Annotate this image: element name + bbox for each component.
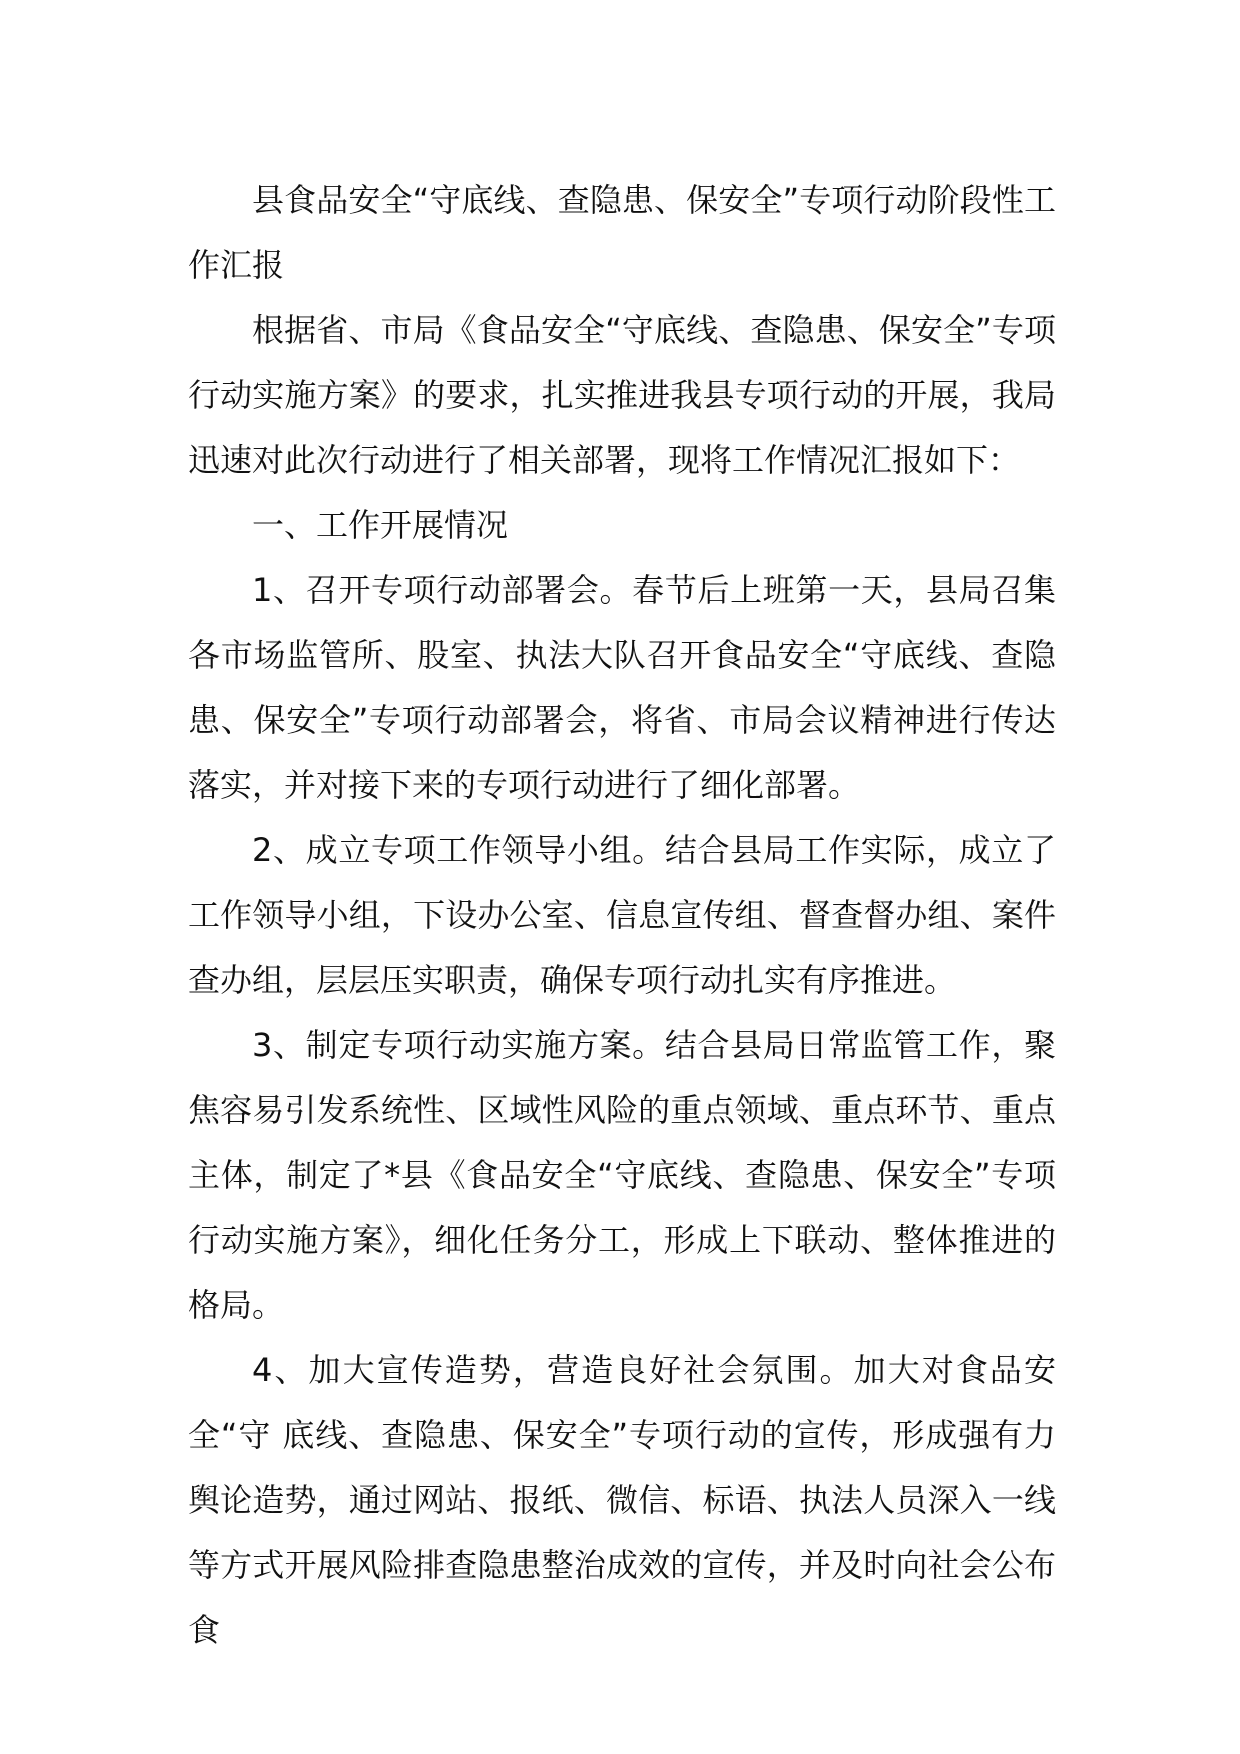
document-title: 县食品安全“守底线、查隐患、保安全”专项行动阶段性工作汇报 <box>188 181 1056 284</box>
paragraph-item-2: 2、成立专项工作领导小组。结合县局工作实际，成立了工作领导小组，下设办公室、信息宣传组、督查督办组、案件查办组，层层压实职责，确保专项行动扎实有序推进。 <box>188 831 1056 999</box>
section-heading: 一、工作开展情况 <box>252 506 509 544</box>
paragraph-item-1: 1、召开专项行动部署会。春节后上班第一天，县局召集各市场监管所、股室、执法大队召开食品安全“守底线、查隐患、保安全”专项行动部署会，将省、市局会议精神进行传达落实，并对接下来的专项行动进行了细化部署。 <box>188 571 1056 804</box>
paragraph-item-3: 3、制定专项行动实施方案。结合县局日常监管工作，聚焦容易引发系统性、区域性风险的重点领域、重点环节、重点主体，制定了*县《食品安全“守底线、查隐患、保安全”专项行动实施方案》，细化任务分工，形成上下联动、整体推进的格局。 <box>188 1026 1056 1324</box>
paragraph-item-4: 4、加大宣传造势，营造良好社会氛围。加大对食品安全“守 底线、查隐患、保安全”专项行动的宣传，形成强有力舆论造势，通过网站、报纸、微信、标语、执法人员深入一线等方式开展风险排查隐患整治成效的宣传，并及时向社会公布食 <box>188 1351 1056 1649</box>
document-body <box>188 168 1056 1663</box>
paragraph-intro: 根据省、市局《食品安全“守底线、查隐患、保安全”专项行动实施方案》的要求，扎实推进我县专项行动的开展，我局迅速对此次行动进行了相关部署，现将工作情况汇报如下： <box>188 311 1056 479</box>
